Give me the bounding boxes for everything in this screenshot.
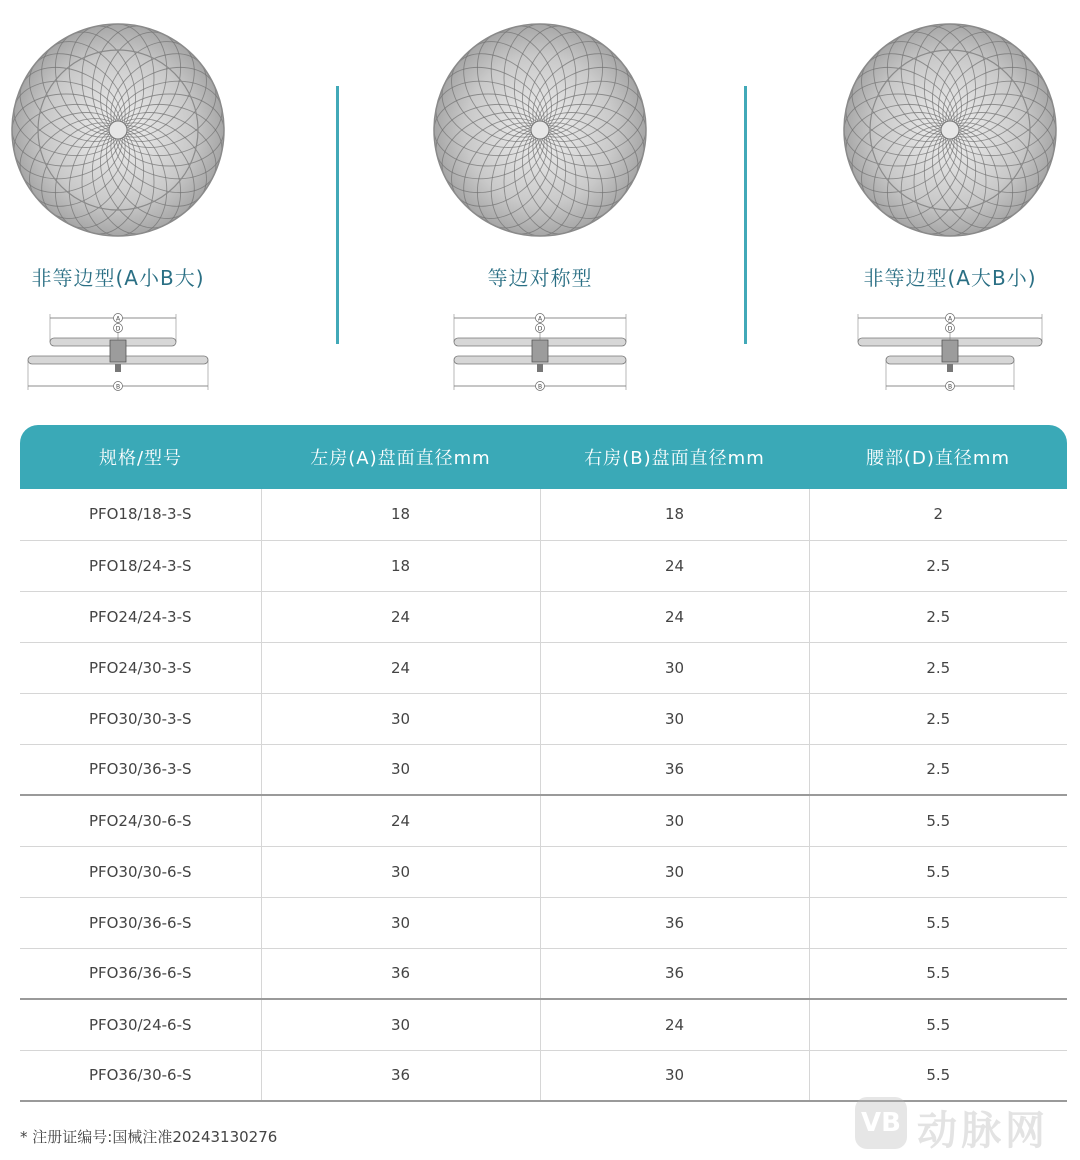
cell-model: PFO30/36-6-S [20, 897, 261, 948]
svg-text:B: B [947, 383, 953, 391]
cell-waist-diameter: 5.5 [809, 1050, 1067, 1101]
svg-text:B: B [115, 383, 121, 391]
cell-model: PFO24/30-3-S [20, 642, 261, 693]
product-variants [0, 0, 1080, 410]
svg-text:A: A [947, 315, 953, 323]
table-row [20, 540, 1067, 591]
table-header-row [20, 425, 1067, 489]
cell-left-diameter: 36 [261, 948, 540, 999]
occluder-schematic [440, 310, 640, 394]
cell-left-diameter: 24 [261, 795, 540, 846]
cell-right-diameter: 36 [540, 744, 809, 795]
cell-model: PFO36/30-6-S [20, 1050, 261, 1101]
cell-right-diameter: 18 [540, 489, 809, 540]
cell-model: PFO30/36-3-S [20, 744, 261, 795]
cell-right-diameter: 30 [540, 846, 809, 897]
cell-right-diameter: 30 [540, 795, 809, 846]
cell-right-diameter: 24 [540, 591, 809, 642]
cell-model: PFO18/18-3-S [20, 489, 261, 540]
svg-text:D: D [537, 325, 543, 333]
variant-label: 非等边型(A大B小) [863, 266, 1037, 290]
cell-left-diameter: 36 [261, 1050, 540, 1101]
cell-model: PFO30/24-6-S [20, 999, 261, 1050]
table-row [20, 642, 1067, 693]
table-row [20, 948, 1067, 999]
variant-label: 等边对称型 [487, 266, 593, 290]
cell-left-diameter: 24 [261, 591, 540, 642]
watermark-icon: VB [855, 1097, 907, 1149]
table-row [20, 1050, 1067, 1101]
svg-text:B: B [537, 383, 543, 391]
cell-left-diameter: 30 [261, 744, 540, 795]
header-left-atrium-diameter: 左房(A)盘面直径mm [261, 425, 540, 489]
occluder-schematic [850, 310, 1050, 394]
variant-symmetric [390, 0, 690, 400]
cell-model: PFO30/30-3-S [20, 693, 261, 744]
cell-left-diameter: 18 [261, 540, 540, 591]
variant-a-small-b-large [0, 0, 268, 400]
registration-footnote: * 注册证编号:国械注准20243130276 [20, 1128, 278, 1146]
table-row [20, 744, 1067, 795]
header-right-atrium-diameter: 右房(B)盘面直径mm [540, 425, 809, 489]
cell-right-diameter: 30 [540, 693, 809, 744]
occluder-disc-image [8, 20, 228, 240]
cell-waist-diameter: 5.5 [809, 999, 1067, 1050]
table-row [20, 489, 1067, 540]
cell-waist-diameter: 2.5 [809, 642, 1067, 693]
cell-waist-diameter: 5.5 [809, 948, 1067, 999]
table-row [20, 693, 1067, 744]
table-row [20, 999, 1067, 1050]
svg-text:A: A [115, 315, 121, 323]
cell-waist-diameter: 5.5 [809, 795, 1067, 846]
cell-right-diameter: 36 [540, 948, 809, 999]
cell-model: PFO24/24-3-S [20, 591, 261, 642]
cell-left-diameter: 30 [261, 897, 540, 948]
table-row [20, 846, 1067, 897]
svg-text:D: D [947, 325, 953, 333]
cell-right-diameter: 24 [540, 999, 809, 1050]
cell-waist-diameter: 2.5 [809, 540, 1067, 591]
table-row [20, 591, 1067, 642]
specification-table [20, 425, 1067, 1102]
cell-model: PFO30/30-6-S [20, 846, 261, 897]
occluder-disc-image [430, 20, 650, 240]
cell-waist-diameter: 2.5 [809, 591, 1067, 642]
cell-waist-diameter: 2.5 [809, 744, 1067, 795]
cell-waist-diameter: 5.5 [809, 846, 1067, 897]
cell-left-diameter: 30 [261, 999, 540, 1050]
cell-waist-diameter: 5.5 [809, 897, 1067, 948]
occluder-schematic [18, 310, 218, 394]
variant-a-large-b-small [800, 0, 1080, 400]
divider [744, 86, 747, 344]
cell-right-diameter: 30 [540, 1050, 809, 1101]
table-row [20, 897, 1067, 948]
cell-right-diameter: 30 [540, 642, 809, 693]
svg-text:A: A [537, 315, 543, 323]
occluder-disc-image [840, 20, 1060, 240]
divider [336, 86, 339, 344]
cell-model: PFO36/36-6-S [20, 948, 261, 999]
cell-waist-diameter: 2.5 [809, 693, 1067, 744]
table-row [20, 795, 1067, 846]
cell-right-diameter: 36 [540, 897, 809, 948]
watermark-text: 动脉网 [917, 1108, 1049, 1154]
cell-left-diameter: 30 [261, 693, 540, 744]
cell-left-diameter: 30 [261, 846, 540, 897]
variant-label: 非等边型(A小B大) [31, 266, 205, 290]
watermark-logo [855, 1097, 1070, 1153]
cell-model: PFO18/24-3-S [20, 540, 261, 591]
svg-text:D: D [115, 325, 121, 333]
cell-left-diameter: 24 [261, 642, 540, 693]
cell-right-diameter: 24 [540, 540, 809, 591]
cell-model: PFO24/30-6-S [20, 795, 261, 846]
header-waist-diameter: 腰部(D)直径mm [809, 425, 1067, 489]
header-model: 规格/型号 [20, 425, 261, 489]
cell-left-diameter: 18 [261, 489, 540, 540]
cell-waist-diameter: 2 [809, 489, 1067, 540]
